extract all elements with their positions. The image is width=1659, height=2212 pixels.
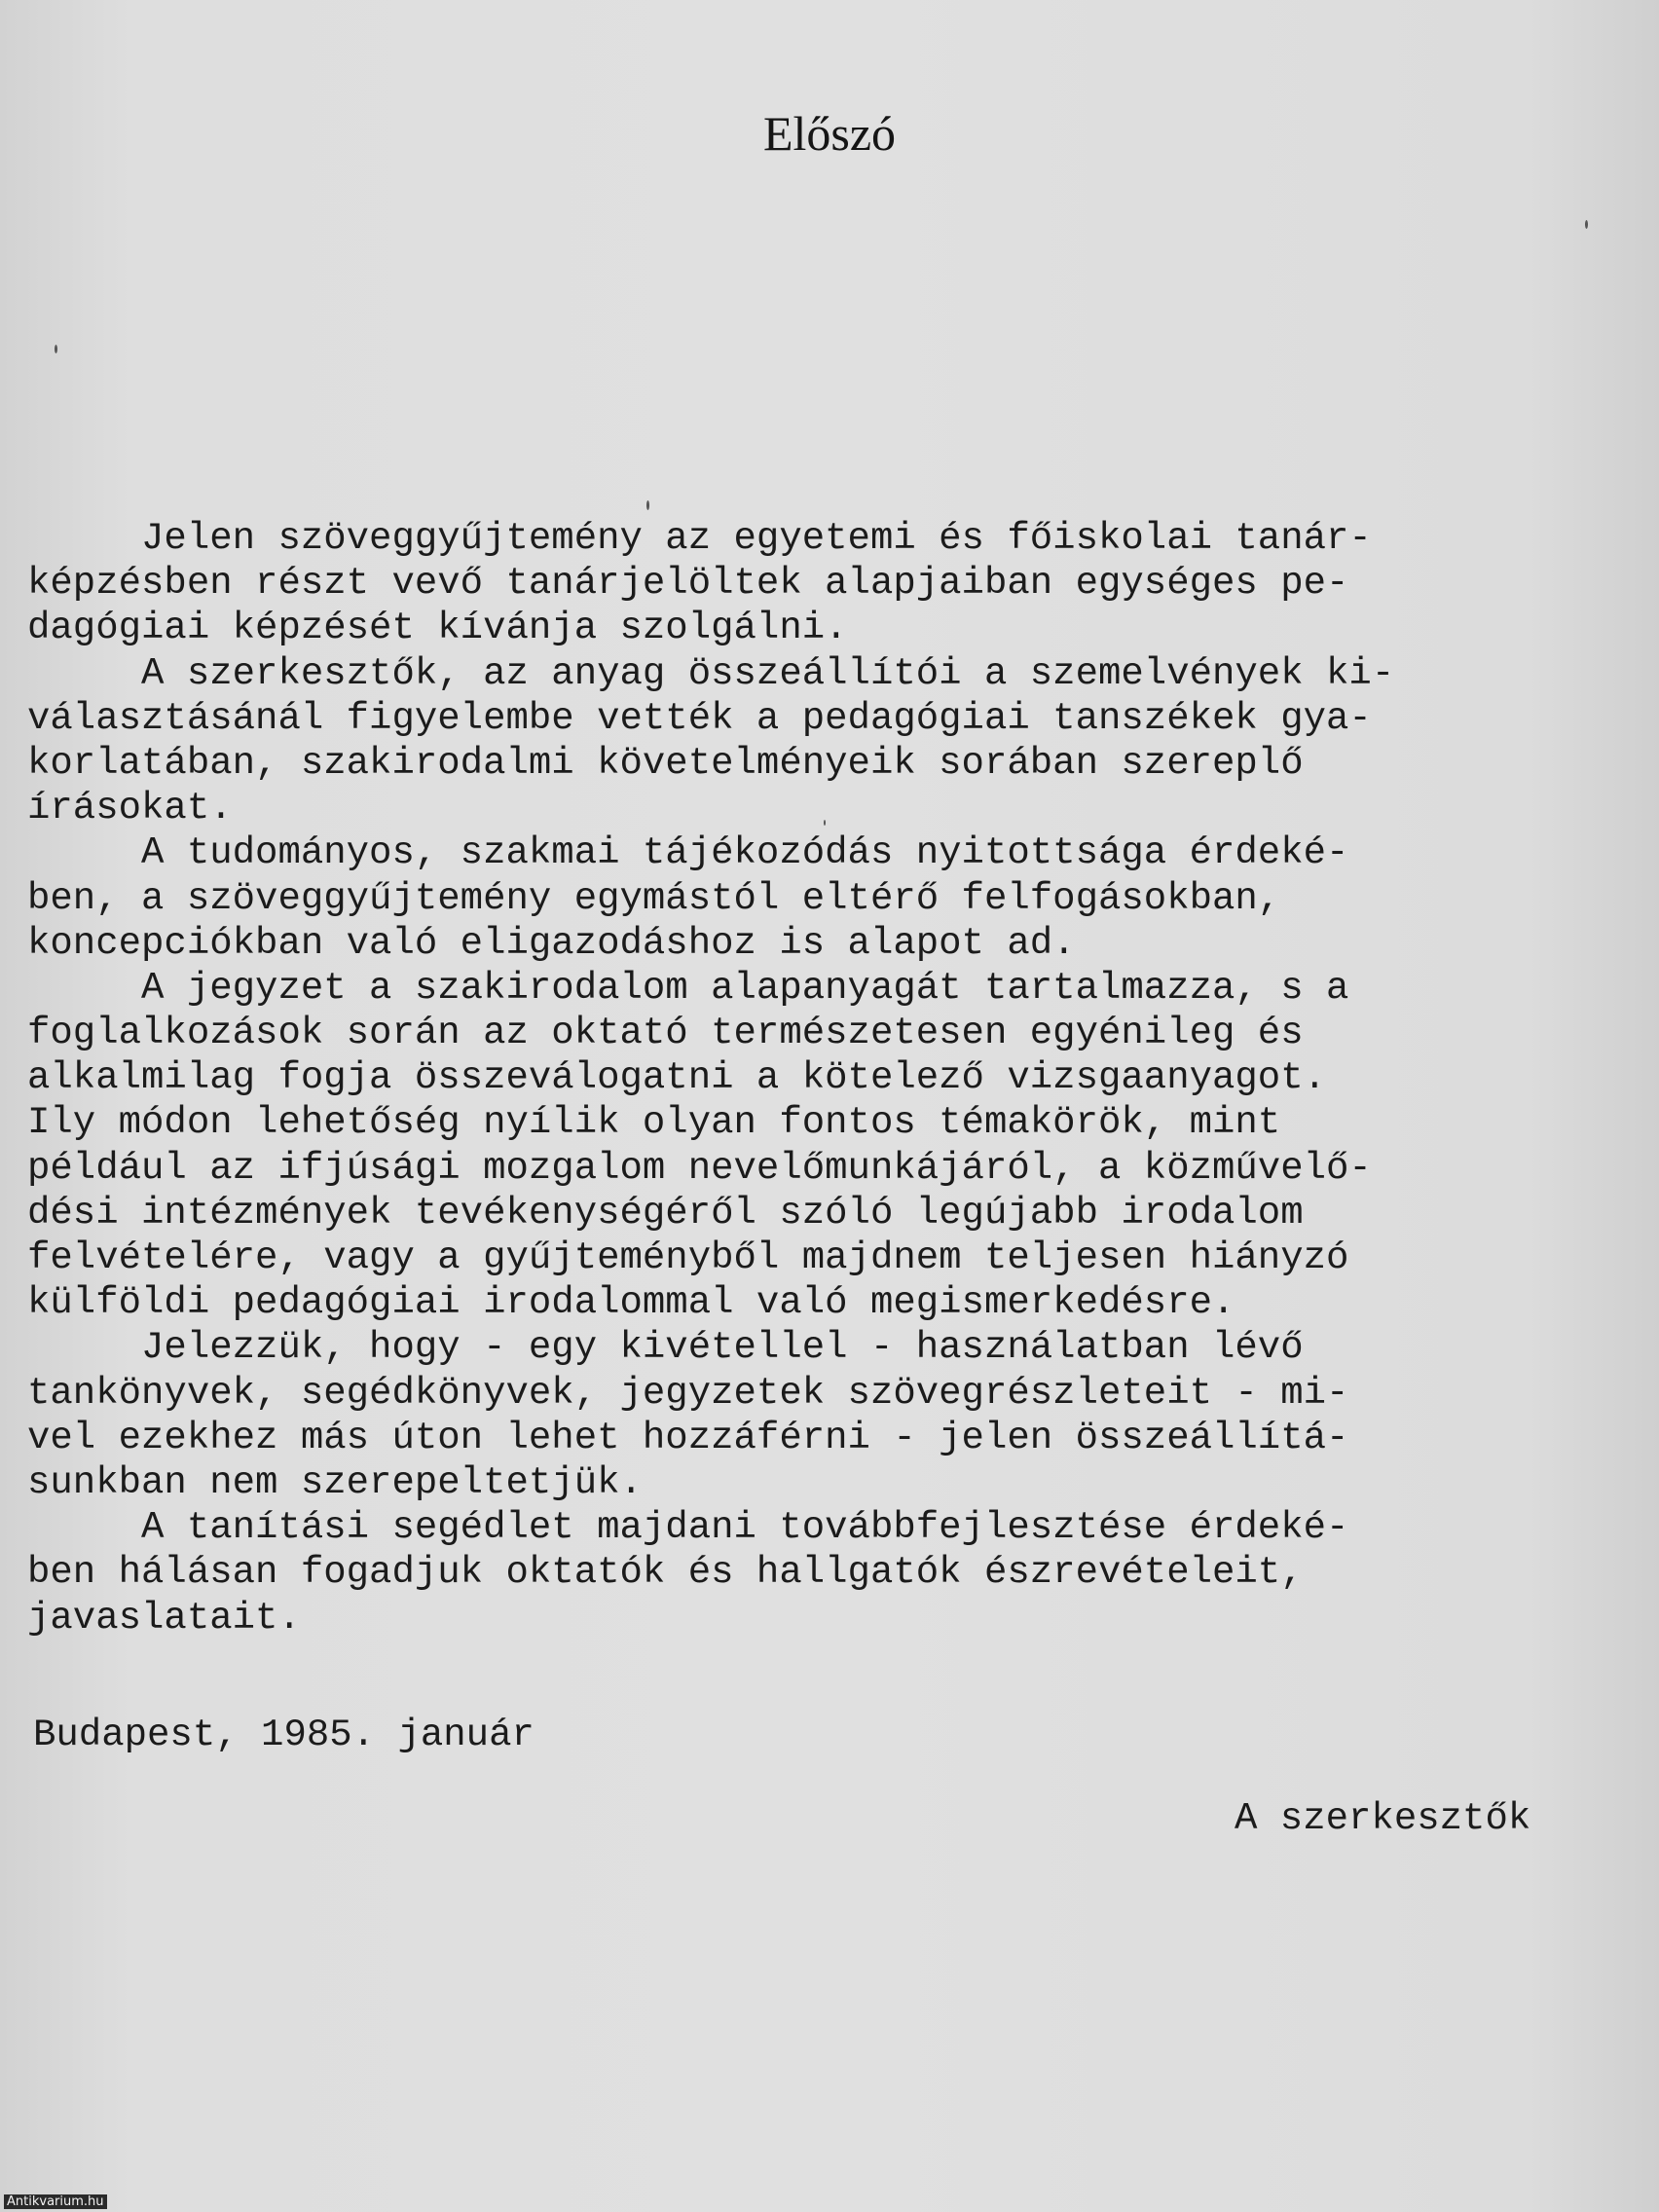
body-line: képzésben részt vevő tanárjelöltek alapjaiban egységes pe- [27, 562, 1349, 606]
body-line: A tanítási segédlet majdani továbbfejlesztése érdeké- [27, 1506, 1349, 1550]
preface-body [27, 516, 1643, 1641]
paper-speck [824, 820, 826, 826]
body-line: tankönyvek, segédkönyvek, jegyzetek szövegrészleteit - mi- [27, 1371, 1349, 1415]
body-line: foglalkozások során az oktató természetesen egyénileg és [27, 1012, 1304, 1055]
body-line: alkalmilag fogja összeválogatni a kötelező vizsgaanyagot. [27, 1056, 1327, 1100]
body-line: korlatában, szakirodalmi követelményeik sorában szereplő [27, 741, 1304, 785]
body-line: Jelezzük, hogy - egy kivétellel - használatban lévő [27, 1326, 1304, 1370]
signature: A szerkesztők [1235, 1797, 1531, 1840]
body-line: felvételére, vagy a gyűjteményből majdnem teljesen hiányzó [27, 1236, 1349, 1279]
page-title: Előszó [762, 106, 897, 161]
body-line: A jegyzet a szakirodalom alapanyagát tartalmazza, s a [27, 966, 1349, 1010]
body-line: sunkban nem szerepeltetjük. [27, 1460, 643, 1504]
body-line: írásokat. [27, 787, 233, 830]
body-line: koncepciókban való eligazodáshoz is alapot ad. [27, 921, 1076, 965]
body-line: ben, a szöveggyűjtemény egymástól eltérő felfogásokban, [27, 876, 1281, 920]
body-line: választásánál figyelembe vették a pedagógiai tanszékek gya- [27, 696, 1372, 740]
body-line: Jelen szöveggyűjtemény az egyetemi és főiskolai tanár- [27, 517, 1372, 560]
body-line: dagógiai képzését kívánja szolgálni. [27, 607, 848, 650]
body-line: Ily módon lehetőség nyílik olyan fontos témakörök, mint [27, 1101, 1281, 1145]
body-line: A szerkesztők, az anyag összeállítói a szemelvények ki- [27, 651, 1395, 695]
paper-speck [646, 500, 649, 510]
body-line: dési intézmények tevékenységéről szóló legújabb irodalom [27, 1191, 1304, 1235]
body-line: például az ifjúsági mozgalom nevelőmunkájáról, a közművelő- [27, 1146, 1372, 1190]
body-line: külföldi pedagógiai irodalommal való megismerkedésre. [27, 1281, 1235, 1325]
paper-speck [55, 345, 57, 353]
dateline: Budapest, 1985. január [33, 1714, 535, 1756]
body-line: ben hálásan fogadjuk oktatók és hallgatók észrevételeit, [27, 1551, 1304, 1595]
watermark: Antikvarium.hu [4, 2194, 107, 2209]
paper-speck [1585, 220, 1588, 229]
body-line: javaslatait. [27, 1596, 301, 1640]
body-line: vel ezekhez más úton lehet hozzáférni - jelen összeállítá- [27, 1416, 1349, 1459]
body-line: A tudományos, szakmai tájékozódás nyitottsága érdeké- [27, 831, 1349, 875]
